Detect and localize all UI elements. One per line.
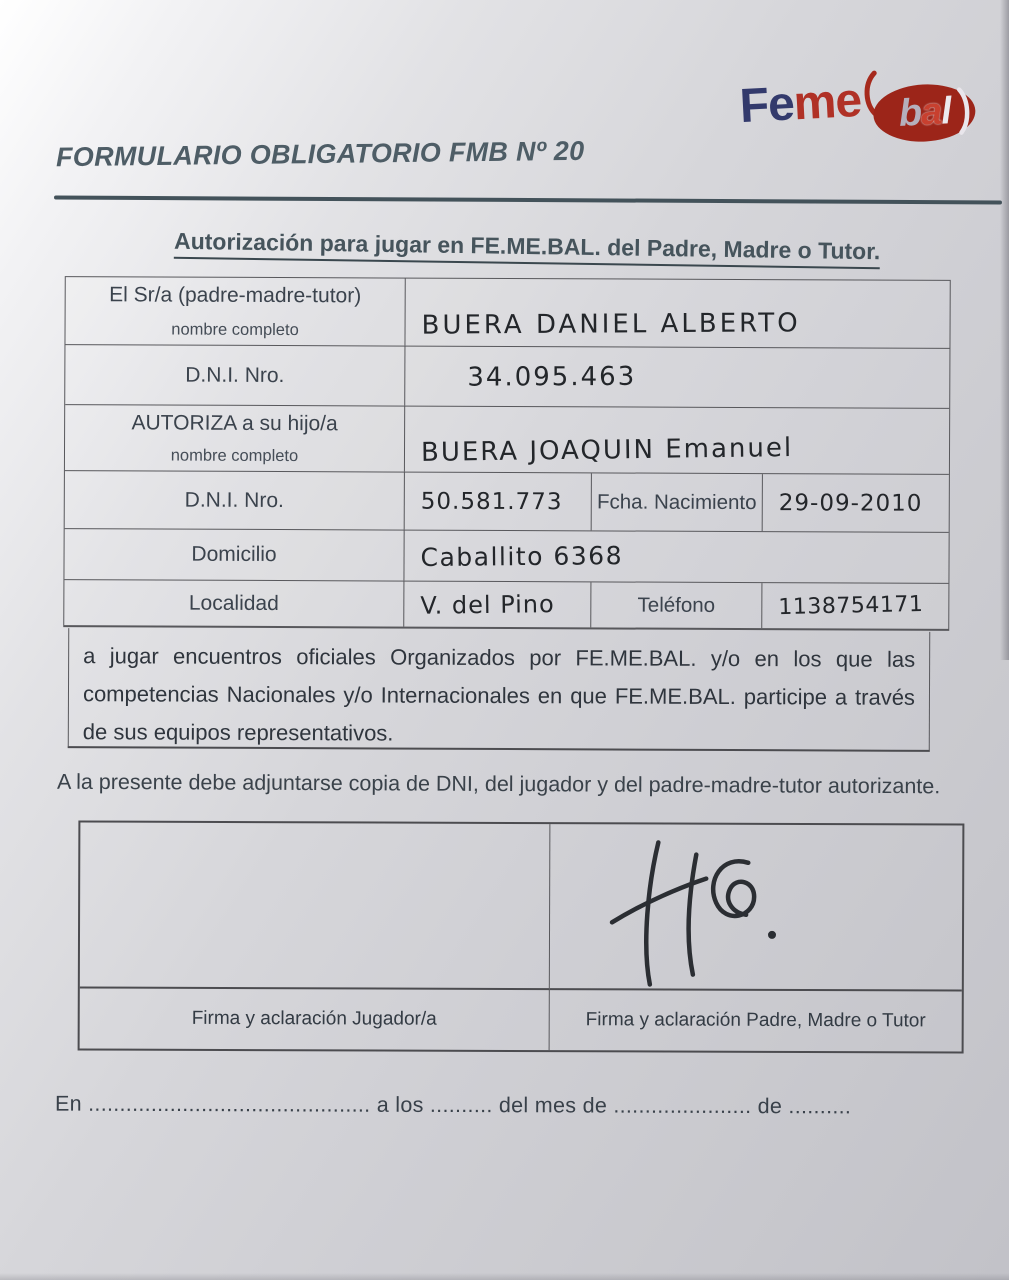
row3-value-cell [405,407,949,474]
logo-ball-letter-b: b [897,91,923,135]
row2-label-cell [65,345,405,405]
birthdate-handwriting: 29-09-2010 [778,489,923,517]
parent-name-handwriting: BUERA DANIEL ALBERTO [421,308,801,341]
row6-label2: Teléfono [637,593,716,617]
row6-label2-cell [591,582,762,628]
logo-text-fe: Fe [738,77,796,134]
phone-handwriting: 1138754171 [778,591,924,621]
logo-ball [872,82,977,144]
parent-signature-label-cell [550,988,962,1051]
parent-signature-area [550,824,963,989]
row3-label-cell [65,405,405,471]
parent-dni-handwriting: 34.095.463 [467,361,637,393]
player-signature-area [80,822,551,988]
child-name-handwriting: BUERA JOAQUIN Emanuel [420,433,794,468]
child-dni-handwriting: 50.581.773 [420,488,563,515]
table-row [65,405,949,475]
row5-value-cell [404,531,948,583]
logo-ball-letter-l: l [940,90,952,133]
row6-label-cell [64,580,404,626]
table-row [64,529,948,584]
logo-ball-letter-a: a [919,90,943,134]
logo-ball-highlight-icon [956,86,974,152]
paper-edge-shadow-bottom [0,1273,1009,1280]
locality-handwriting: V. del Pino [420,589,555,620]
horizontal-rule [54,196,1002,205]
row6-label: Localidad [188,591,279,615]
row4-value-cell [405,473,592,531]
form-title: FORMULARIO OBLIGATORIO FMB Nº 20 [55,135,585,173]
row6-value2-cell [762,583,948,629]
player-signature-label: Firma y aclaración Jugador/a [191,1007,437,1030]
address-handwriting: Caballito 6368 [420,540,624,572]
authorization-heading: Autorización para jugar en FE.ME.BAL. del Padre, Madre o Tutor. [174,228,881,269]
row1-label-cell [65,277,405,345]
row2-label: D.N.I. Nro. [185,363,285,387]
row5-label-cell [64,529,404,580]
player-signature-label-cell [80,986,550,1050]
logo-text-me: me [792,73,863,131]
row5-label: Domicilio [191,542,277,566]
row3-label: AUTORIZA a su hijo/a [131,411,338,436]
row4-value2-cell [763,474,949,532]
table-row [64,580,948,629]
femebal-logo [738,64,977,151]
row4-label-cell [65,471,405,529]
row2-value-cell [405,347,949,408]
row1-sublabel: nombre completo [171,320,299,340]
table-row [65,345,949,409]
row4-label: D.N.I. Nro. [184,488,284,512]
row1-value-cell [405,279,949,348]
table-row [65,277,949,349]
row4-label2-cell [592,473,763,531]
row4-label2: Fcha. Nacimiento [596,489,757,514]
row1-label: El Sr/a (padre-madre-tutor) [109,283,362,308]
date-place-line: En ............................................. a los .......... del mes de ...................... de .......... [54,1091,852,1119]
authorization-table [63,276,951,631]
signature-table [78,820,965,1053]
row3-sublabel: nombre completo [170,446,299,466]
row6-value-cell [404,582,591,628]
authorization-paragraph: a jugar encuentros oficiales Organizados por FE.ME.BAL. y/o en los que las competencias Nacionales y/o Internacionales en que FE.ME.BAL. participe a través de sus equipos representativos. [68,628,931,752]
paper-edge-shadow-right [1000,0,1009,660]
signature-handwriting [598,836,795,994]
parent-signature-label: Firma y aclaración Padre, Madre o Tutor [585,1009,926,1032]
table-row [65,471,949,533]
attachment-note: A la presente debe adjuntarse copia de DNI, del jugador y del padre-madre-tutor autorizante. [56,769,941,799]
